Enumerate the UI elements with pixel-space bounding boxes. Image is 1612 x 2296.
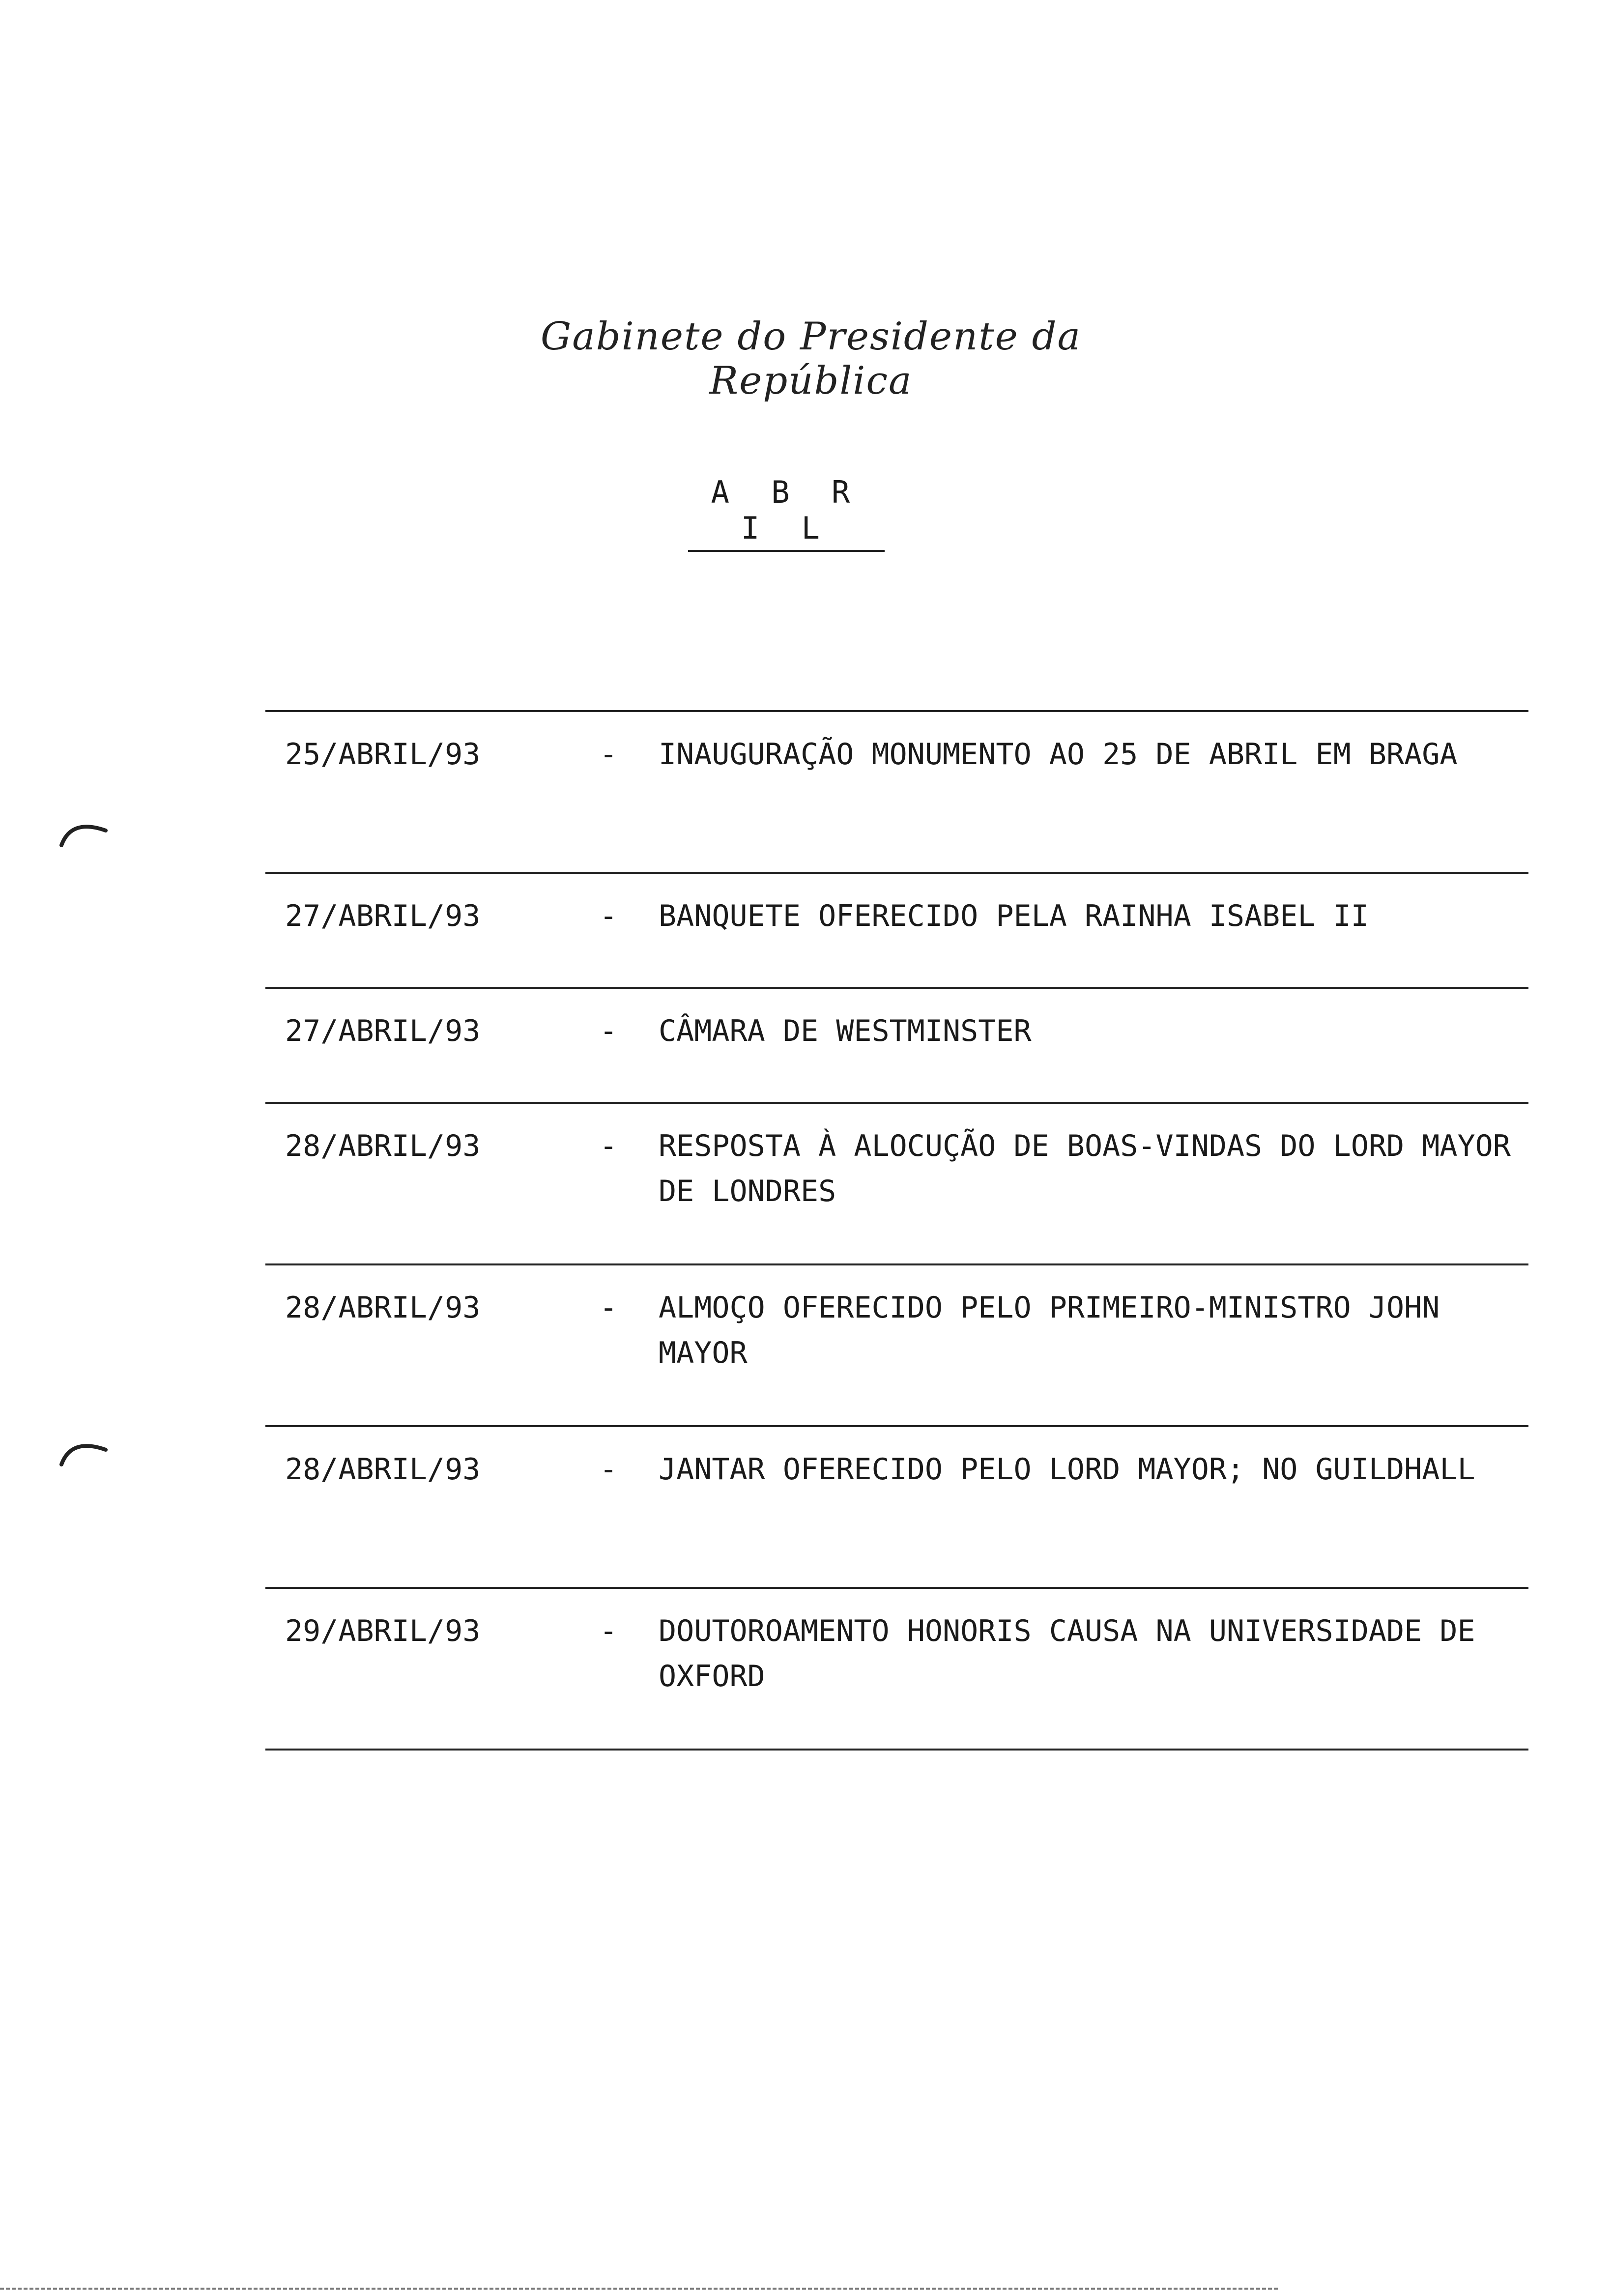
schedule-entry [265,989,1528,1102]
punch-hole-mark-top [57,816,111,850]
entry-date: 28/ABRIL/93 [285,1452,481,1487]
entry-description: CÂMARA DE WESTMINSTER [659,1014,1032,1048]
schedule-entry [265,874,1528,987]
table-rule [265,1749,1528,1751]
entry-dash: - [600,737,618,772]
punch-hole-mark-bottom [57,1435,111,1469]
entry-dash: - [600,899,618,933]
entry-description: INAUGURAÇÃO MONUMENTO AO 25 DE ABRIL EM BRAGA [659,737,1458,772]
entry-description: RESPOSTA À ALOCUÇÃO DE BOAS-VINDAS DO LORD MAYOR DE LONDRES [659,1129,1511,1208]
entry-date: 28/ABRIL/93 [285,1291,481,1325]
entry-date: 28/ABRIL/93 [285,1129,481,1163]
entry-date: 27/ABRIL/93 [285,1014,481,1048]
letterhead: Gabinete do Presidente da República [540,315,1082,403]
schedule-entry [265,1589,1528,1749]
schedule-entry [265,1427,1528,1587]
entry-date: 29/ABRIL/93 [285,1614,481,1648]
schedule-entry [265,1104,1528,1263]
entry-dash: - [600,1452,618,1487]
entry-dash: - [600,1014,618,1048]
schedule-table [265,710,1528,1751]
entry-dash: - [600,1614,618,1648]
entry-date: 27/ABRIL/93 [285,899,481,933]
schedule-entry [265,712,1528,872]
schedule-entry [265,1265,1528,1425]
scan-edge-line [0,2288,1278,2290]
entry-description: ALMOÇO OFERECIDO PELO PRIMEIRO-MINISTRO JOHN MAYOR [659,1291,1440,1370]
month-title: A B R I L [688,474,885,552]
entry-date: 25/ABRIL/93 [285,737,481,772]
entry-dash: - [600,1129,618,1163]
entry-description: JANTAR OFERECIDO PELO LORD MAYOR; NO GUILDHALL [659,1452,1475,1487]
entry-description: BANQUETE OFERECIDO PELA RAINHA ISABEL II [659,899,1369,933]
entry-dash: - [600,1291,618,1325]
entry-description: DOUTOROAMENTO HONORIS CAUSA NA UNIVERSIDADE DE OXFORD [659,1614,1475,1693]
